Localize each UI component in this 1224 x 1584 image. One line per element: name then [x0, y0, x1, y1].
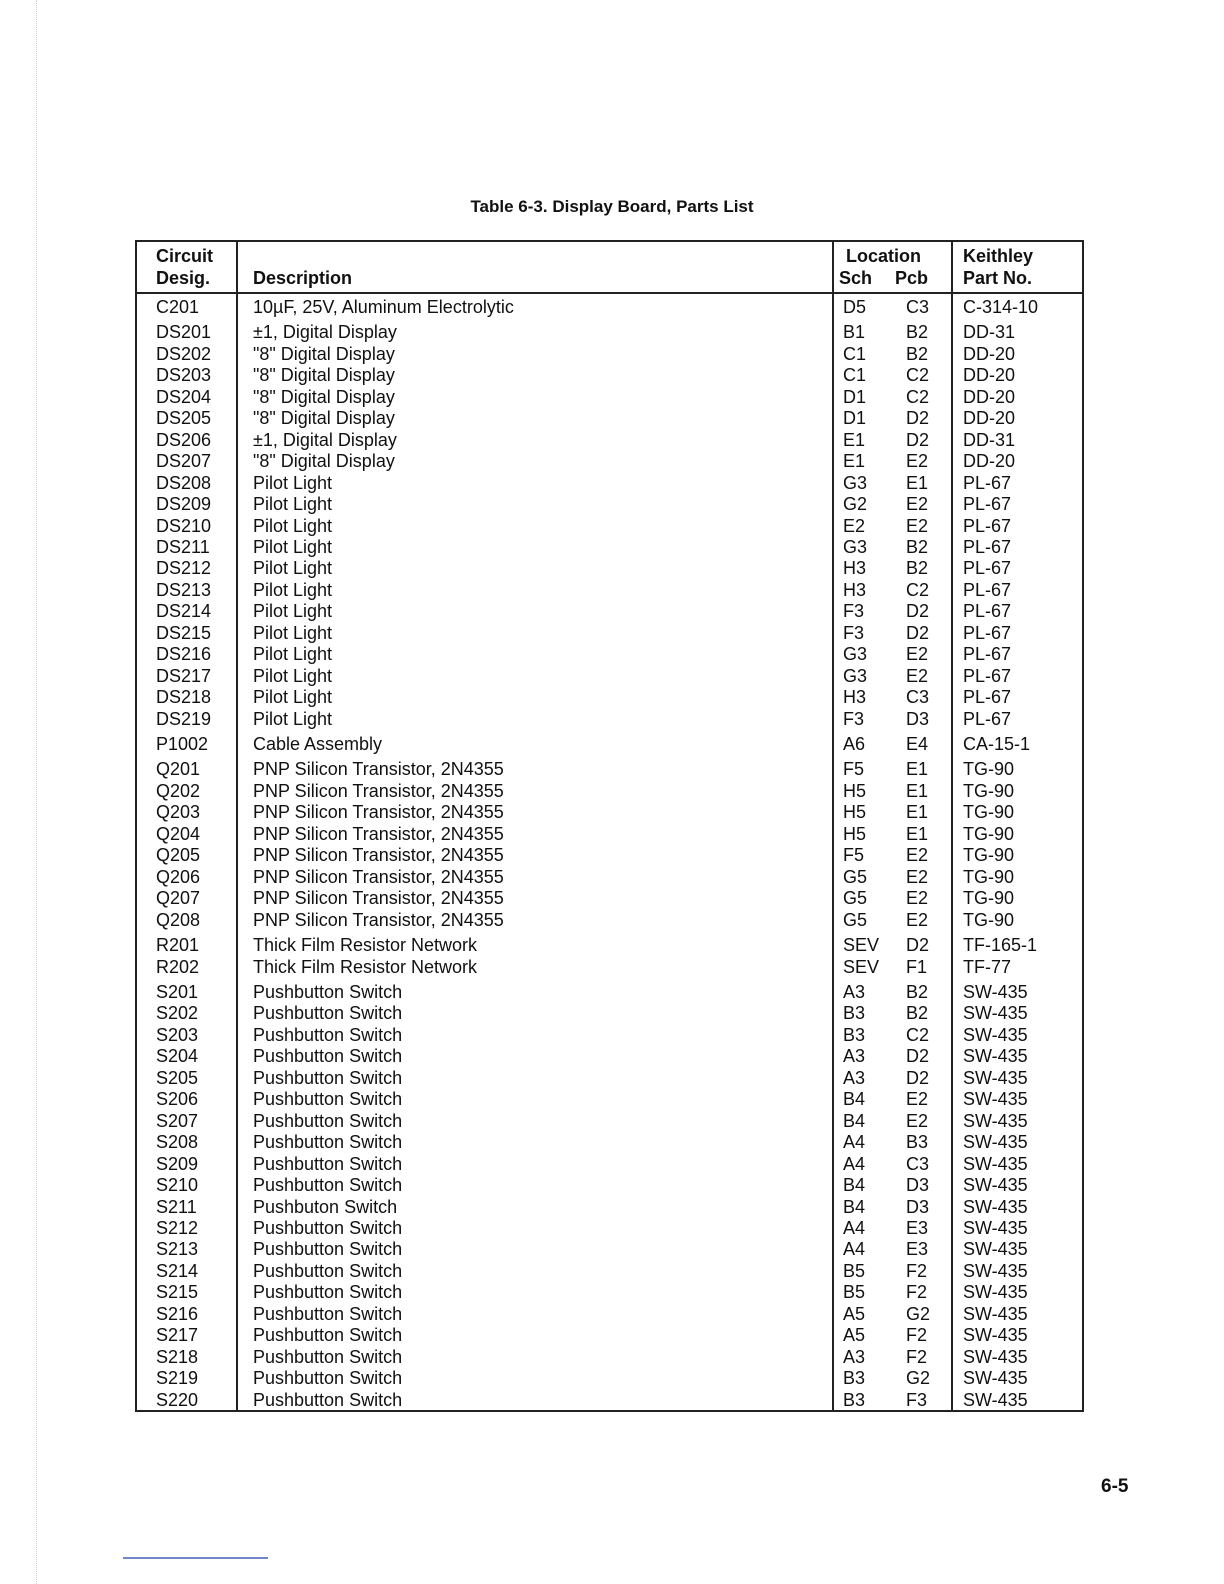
cell-description: Pushbutton Switch — [253, 1303, 403, 1324]
cell-part-no: SW-435 — [963, 1067, 1028, 1088]
cell-part-no: DD-31 — [963, 429, 1016, 450]
cell-location-sch: D5 — [843, 297, 867, 317]
page-title: Table 6-3. Display Board, Parts List — [470, 197, 754, 216]
cell-description: Pushbutton Switch — [253, 1260, 403, 1281]
cell-part-no: SW-435 — [963, 1175, 1028, 1195]
cell-part-no: PL-67 — [963, 536, 1012, 557]
cell-location-sch: E1 — [843, 451, 866, 472]
cell-location-sch: G5 — [843, 909, 868, 930]
cell-description: Pushbutton Switch — [253, 1175, 403, 1195]
cell-circuit-desig: S204 — [156, 1046, 199, 1067]
cell-location-sch: B3 — [843, 1024, 866, 1045]
cell-part-no: PL-67 — [963, 665, 1012, 686]
cell-part-no: SW-435 — [963, 1239, 1028, 1260]
column-description — [238, 294, 834, 1410]
cell-circuit-desig: S214 — [156, 1260, 199, 1281]
cell-location-pcb: E1 — [906, 759, 929, 780]
cell-description: Pushbuton Switch — [253, 1196, 398, 1217]
cell-location-sch: H3 — [843, 558, 867, 579]
cell-location-pcb: D2 — [906, 1067, 930, 1088]
cell-circuit-desig: DS211 — [156, 536, 210, 557]
cell-location-sch: G3 — [843, 536, 868, 557]
cell-description: 10µF, 25V, Aluminum Electrolytic — [253, 297, 514, 317]
cell-part-no: TG-90 — [963, 823, 1015, 844]
cell-part-no: SW-435 — [963, 982, 1028, 1002]
cell-location-pcb: C3 — [906, 687, 930, 708]
cell-circuit-desig: S220 — [156, 1389, 199, 1410]
cell-part-no: DD-31 — [963, 322, 1016, 343]
cell-location-pcb: E2 — [906, 1110, 929, 1131]
cell-location-pcb: E2 — [906, 845, 929, 866]
header-description — [238, 242, 834, 292]
cell-location-sch: F5 — [843, 759, 865, 780]
column-location — [834, 294, 953, 1410]
cell-description: "8" Digital Display — [253, 451, 395, 472]
cell-circuit-desig: S201 — [156, 982, 199, 1002]
cell-location-pcb: F2 — [906, 1282, 928, 1303]
cell-location-sch: F3 — [843, 622, 865, 643]
cell-description: "8" Digital Display — [253, 343, 395, 364]
table-body — [137, 294, 1082, 1410]
cell-location-pcb: E2 — [906, 515, 929, 536]
cell-location-sch: E1 — [843, 429, 866, 450]
cell-part-no: SW-435 — [963, 1325, 1028, 1346]
cell-circuit-desig: Q204 — [156, 823, 201, 844]
cell-part-no: PL-67 — [963, 687, 1012, 708]
cell-circuit-desig: S205 — [156, 1067, 199, 1088]
cell-location-pcb: F2 — [906, 1325, 928, 1346]
header-description-label: Description — [253, 268, 353, 288]
cell-location-pcb: C2 — [906, 579, 930, 600]
cell-location-pcb: E2 — [906, 1089, 929, 1110]
cell-location-pcb: D2 — [906, 429, 930, 450]
cell-location-pcb: E1 — [906, 780, 929, 801]
cell-location-pcb: D2 — [906, 408, 930, 429]
cell-location-pcb: E1 — [906, 802, 929, 823]
cell-description: "8" Digital Display — [253, 365, 395, 386]
header-location-label: Location — [846, 246, 921, 266]
cell-description: Thick Film Resistor Network — [253, 935, 478, 956]
cell-part-no: SW-435 — [963, 1110, 1028, 1131]
cell-circuit-desig: S210 — [156, 1175, 199, 1195]
cell-circuit-desig: S211 — [156, 1196, 197, 1217]
cell-description: "8" Digital Display — [253, 408, 395, 429]
cell-location-sch: C1 — [843, 365, 867, 386]
cell-location-sch: G3 — [843, 665, 868, 686]
cell-location-sch: B4 — [843, 1196, 866, 1217]
header-part-line2: Part No. — [963, 268, 1033, 288]
cell-circuit-desig: DS214 — [156, 601, 212, 622]
cell-location-pcb: E4 — [906, 734, 929, 754]
cell-location-sch: A4 — [843, 1217, 866, 1238]
cell-location-pcb: E2 — [906, 451, 929, 472]
cell-part-no: TG-90 — [963, 780, 1015, 801]
header-desig-line1: Circuit — [156, 246, 214, 266]
cell-description: Pushbutton Switch — [253, 1389, 403, 1410]
cell-description: Pushbutton Switch — [253, 1282, 403, 1303]
cell-description: PNP Silicon Transistor, 2N4355 — [253, 888, 504, 909]
cell-description: "8" Digital Display — [253, 386, 395, 407]
cell-description: PNP Silicon Transistor, 2N4355 — [253, 909, 504, 930]
cell-circuit-desig: R202 — [156, 956, 200, 977]
cell-part-no: TG-90 — [963, 866, 1015, 887]
cell-location-sch: B5 — [843, 1282, 866, 1303]
table-header — [137, 242, 1082, 294]
cell-location-sch: C1 — [843, 343, 867, 364]
cell-circuit-desig: DS213 — [156, 579, 212, 600]
cell-circuit-desig: Q206 — [156, 866, 201, 887]
cell-circuit-desig: DS212 — [156, 558, 212, 579]
cell-location-pcb: B2 — [906, 558, 929, 579]
cell-location-pcb: E1 — [906, 472, 929, 493]
cell-location-sch: A5 — [843, 1303, 866, 1324]
cell-part-no: TG-90 — [963, 888, 1015, 909]
cell-location-sch: SEV — [843, 935, 880, 956]
cell-location-pcb: E2 — [906, 644, 929, 665]
cell-location-sch: H3 — [843, 579, 867, 600]
scan-edge — [0, 0, 37, 1584]
cell-circuit-desig: DS203 — [156, 365, 212, 386]
cell-description: Pushbutton Switch — [253, 1325, 403, 1346]
cell-location-pcb: E3 — [906, 1239, 929, 1260]
cell-location-sch: A4 — [843, 1132, 866, 1153]
cell-part-no: DD-20 — [963, 408, 1016, 429]
cell-location-sch: A3 — [843, 1067, 866, 1088]
column-part-no — [953, 294, 1082, 1410]
cell-description: Pilot Light — [253, 472, 333, 493]
cell-description: Pushbutton Switch — [253, 1153, 403, 1174]
cell-circuit-desig: S218 — [156, 1346, 199, 1367]
cell-part-no: TG-90 — [963, 802, 1015, 823]
cell-location-sch: A6 — [843, 734, 866, 754]
cell-location-sch: A5 — [843, 1325, 866, 1346]
cell-location-sch: B1 — [843, 322, 866, 343]
cell-location-pcb: D2 — [906, 601, 930, 622]
cell-location-pcb: G2 — [906, 1303, 931, 1324]
cell-location-pcb: D2 — [906, 935, 930, 956]
cell-location-pcb: C3 — [906, 297, 930, 317]
cell-location-pcb: B2 — [906, 536, 929, 557]
cell-part-no: SW-435 — [963, 1024, 1028, 1045]
cell-circuit-desig: Q208 — [156, 909, 201, 930]
cell-location-sch: G5 — [843, 866, 868, 887]
header-part-no — [953, 242, 1082, 292]
cell-location-pcb: E2 — [906, 494, 929, 514]
cell-location-pcb: C3 — [906, 1153, 930, 1174]
cell-part-no: SW-435 — [963, 1217, 1028, 1238]
cell-circuit-desig: S203 — [156, 1024, 199, 1045]
cell-part-no: PL-67 — [963, 644, 1012, 665]
cell-circuit-desig: R201 — [156, 935, 200, 956]
cell-location-sch: A3 — [843, 982, 866, 1002]
cell-location-sch: G5 — [843, 888, 868, 909]
cell-location-pcb: D3 — [906, 1196, 930, 1217]
cell-circuit-desig: DS206 — [156, 429, 212, 450]
cell-description: Pilot Light — [253, 601, 333, 622]
cell-circuit-desig: S206 — [156, 1089, 199, 1110]
cell-description: Pushbutton Switch — [253, 1089, 403, 1110]
cell-description: Pushbutton Switch — [253, 1110, 403, 1131]
cell-description: Pilot Light — [253, 687, 333, 708]
cell-circuit-desig: Q207 — [156, 888, 201, 909]
cell-description: Pushbutton Switch — [253, 1024, 403, 1045]
cell-part-no: DD-20 — [963, 365, 1016, 386]
cell-location-sch: D1 — [843, 408, 867, 429]
cell-description: PNP Silicon Transistor, 2N4355 — [253, 759, 504, 780]
cell-circuit-desig: S215 — [156, 1282, 199, 1303]
cell-location-pcb: B2 — [906, 1003, 929, 1024]
cell-location-pcb: E2 — [906, 866, 929, 887]
cell-description: Pushbutton Switch — [253, 1132, 403, 1153]
cell-part-no: SW-435 — [963, 1196, 1028, 1217]
cell-location-sch: F3 — [843, 708, 865, 729]
cell-part-no: TG-90 — [963, 845, 1015, 866]
cell-part-no: TG-90 — [963, 909, 1015, 930]
cell-description: Pushbutton Switch — [253, 1239, 403, 1260]
cell-part-no: TG-90 — [963, 759, 1015, 780]
cell-description: Thick Film Resistor Network — [253, 956, 478, 977]
cell-location-sch: H3 — [843, 687, 867, 708]
parts-table — [135, 240, 1084, 1412]
cell-description: PNP Silicon Transistor, 2N4355 — [253, 823, 504, 844]
cell-circuit-desig: S217 — [156, 1325, 199, 1346]
cell-description: Pilot Light — [253, 644, 333, 665]
cell-description: ±1, Digital Display — [253, 429, 397, 450]
cell-location-pcb: E3 — [906, 1217, 929, 1238]
cell-circuit-desig: C201 — [156, 297, 200, 317]
cell-circuit-desig: S213 — [156, 1239, 199, 1260]
cell-description: Pilot Light — [253, 622, 333, 643]
cell-part-no: TF-77 — [963, 956, 1012, 977]
cell-location-pcb: D3 — [906, 1175, 930, 1195]
cell-location-sch: SEV — [843, 956, 880, 977]
cell-location-pcb: F1 — [906, 956, 928, 977]
cell-description: Pushbutton Switch — [253, 1003, 403, 1024]
cell-circuit-desig: P1002 — [156, 734, 209, 754]
cell-location-sch: H5 — [843, 802, 867, 823]
cell-part-no: C-314-10 — [963, 297, 1039, 317]
cell-description: Pushbutton Switch — [253, 1067, 403, 1088]
cell-location-sch: B4 — [843, 1110, 866, 1131]
cell-description: Cable Assembly — [253, 734, 383, 754]
cell-circuit-desig: DS218 — [156, 687, 212, 708]
cell-location-pcb: C2 — [906, 365, 930, 386]
cell-location-sch: B3 — [843, 1389, 866, 1410]
cell-location-pcb: B2 — [906, 322, 929, 343]
cell-location-sch: A4 — [843, 1239, 866, 1260]
cell-location-sch: G3 — [843, 472, 868, 493]
cell-circuit-desig: DS217 — [156, 665, 212, 686]
cell-location-sch: H5 — [843, 823, 867, 844]
header-location — [834, 242, 953, 292]
cell-location-pcb: E2 — [906, 665, 929, 686]
bottom-rule — [123, 1557, 268, 1559]
cell-part-no: DD-20 — [963, 451, 1016, 472]
cell-location-sch: F5 — [843, 845, 865, 866]
cell-circuit-desig: DS219 — [156, 708, 212, 729]
cell-part-no: SW-435 — [963, 1260, 1028, 1281]
cell-circuit-desig: Q205 — [156, 845, 201, 866]
cell-part-no: SW-435 — [963, 1153, 1028, 1174]
cell-location-pcb: G2 — [906, 1368, 931, 1389]
cell-description: PNP Silicon Transistor, 2N4355 — [253, 802, 504, 823]
cell-location-pcb: F3 — [906, 1389, 928, 1410]
cell-part-no: SW-435 — [963, 1303, 1028, 1324]
cell-circuit-desig: DS205 — [156, 408, 212, 429]
cell-description: Pilot Light — [253, 515, 333, 536]
cell-part-no: PL-67 — [963, 494, 1012, 514]
cell-circuit-desig: DS204 — [156, 386, 212, 407]
cell-location-sch: B3 — [843, 1368, 866, 1389]
cell-circuit-desig: S208 — [156, 1132, 199, 1153]
cell-location-sch: G3 — [843, 644, 868, 665]
cell-location-pcb: B2 — [906, 982, 929, 1002]
cell-description: Pushbutton Switch — [253, 1046, 403, 1067]
cell-circuit-desig: Q201 — [156, 759, 201, 780]
cell-location-sch: A4 — [843, 1153, 866, 1174]
cell-circuit-desig: DS208 — [156, 472, 212, 493]
cell-location-sch: B4 — [843, 1175, 866, 1195]
header-desig-line2: Desig. — [156, 268, 211, 288]
cell-location-pcb: D3 — [906, 708, 930, 729]
cell-part-no: DD-20 — [963, 386, 1016, 407]
cell-part-no: SW-435 — [963, 1282, 1028, 1303]
header-circuit-desig — [137, 242, 238, 292]
cell-circuit-desig: DS216 — [156, 644, 212, 665]
cell-location-sch: B3 — [843, 1003, 866, 1024]
cell-part-no: SW-435 — [963, 1346, 1028, 1367]
column-circuit-desig — [137, 294, 238, 1410]
cell-part-no: SW-435 — [963, 1089, 1028, 1110]
cell-location-pcb: E1 — [906, 823, 929, 844]
cell-part-no: DD-20 — [963, 343, 1016, 364]
cell-circuit-desig: S219 — [156, 1368, 199, 1389]
cell-part-no: SW-435 — [963, 1046, 1028, 1067]
cell-location-pcb: B3 — [906, 1132, 929, 1153]
cell-location-sch: B5 — [843, 1260, 866, 1281]
cell-part-no: PL-67 — [963, 708, 1012, 729]
cell-description: PNP Silicon Transistor, 2N4355 — [253, 845, 504, 866]
cell-location-sch: A3 — [843, 1046, 866, 1067]
cell-circuit-desig: DS202 — [156, 343, 212, 364]
cell-circuit-desig: DS201 — [156, 322, 212, 343]
cell-circuit-desig: Q202 — [156, 780, 201, 801]
page-number: 6-5 — [1101, 1476, 1129, 1497]
cell-description: Pilot Light — [253, 494, 333, 514]
cell-circuit-desig: Q203 — [156, 802, 201, 823]
cell-description: Pushbutton Switch — [253, 1368, 403, 1389]
cell-description: Pushbutton Switch — [253, 982, 403, 1002]
cell-circuit-desig: S209 — [156, 1153, 199, 1174]
cell-part-no: TF-165-1 — [963, 935, 1038, 956]
cell-description: Pushbutton Switch — [253, 1217, 403, 1238]
cell-part-no: PL-67 — [963, 579, 1012, 600]
header-sch: Sch — [839, 268, 873, 288]
cell-circuit-desig: S216 — [156, 1303, 199, 1324]
cell-circuit-desig: DS209 — [156, 494, 212, 514]
cell-location-pcb: D2 — [906, 1046, 930, 1067]
cell-location-pcb: C2 — [906, 386, 930, 407]
cell-circuit-desig: DS210 — [156, 515, 212, 536]
cell-location-pcb: E2 — [906, 909, 929, 930]
cell-location-pcb: B2 — [906, 343, 929, 364]
cell-circuit-desig: DS207 — [156, 451, 212, 472]
header-pcb: Pcb — [895, 268, 929, 288]
cell-location-pcb: C2 — [906, 1024, 930, 1045]
cell-location-pcb: F2 — [906, 1260, 928, 1281]
cell-description: ±1, Digital Display — [253, 322, 397, 343]
cell-part-no: PL-67 — [963, 622, 1012, 643]
cell-description: Pilot Light — [253, 665, 333, 686]
cell-part-no: PL-67 — [963, 515, 1012, 536]
cell-part-no: PL-67 — [963, 472, 1012, 493]
cell-location-sch: A3 — [843, 1346, 866, 1367]
cell-description: Pilot Light — [253, 536, 333, 557]
cell-location-sch: H5 — [843, 780, 867, 801]
cell-location-pcb: D2 — [906, 622, 930, 643]
cell-description: PNP Silicon Transistor, 2N4355 — [253, 780, 504, 801]
cell-location-sch: E2 — [843, 515, 866, 536]
cell-description: Pilot Light — [253, 708, 333, 729]
cell-description: Pushbutton Switch — [253, 1346, 403, 1367]
cell-location-sch: D1 — [843, 386, 867, 407]
cell-circuit-desig: S212 — [156, 1217, 199, 1238]
cell-part-no: PL-67 — [963, 601, 1012, 622]
cell-description: Pilot Light — [253, 579, 333, 600]
cell-location-sch: B4 — [843, 1089, 866, 1110]
cell-part-no: PL-67 — [963, 558, 1012, 579]
cell-circuit-desig: DS215 — [156, 622, 212, 643]
cell-description: Pilot Light — [253, 558, 333, 579]
cell-location-sch: G2 — [843, 494, 868, 514]
cell-part-no: SW-435 — [963, 1368, 1028, 1389]
cell-part-no: SW-435 — [963, 1003, 1028, 1024]
cell-part-no: SW-435 — [963, 1389, 1028, 1410]
cell-part-no: CA-15-1 — [963, 734, 1031, 754]
cell-location-sch: F3 — [843, 601, 865, 622]
cell-part-no: SW-435 — [963, 1132, 1028, 1153]
cell-location-pcb: E2 — [906, 888, 929, 909]
cell-circuit-desig: S202 — [156, 1003, 199, 1024]
cell-description: PNP Silicon Transistor, 2N4355 — [253, 866, 504, 887]
header-part-line1: Keithley — [963, 246, 1034, 266]
cell-location-pcb: F2 — [906, 1346, 928, 1367]
cell-circuit-desig: S207 — [156, 1110, 199, 1131]
